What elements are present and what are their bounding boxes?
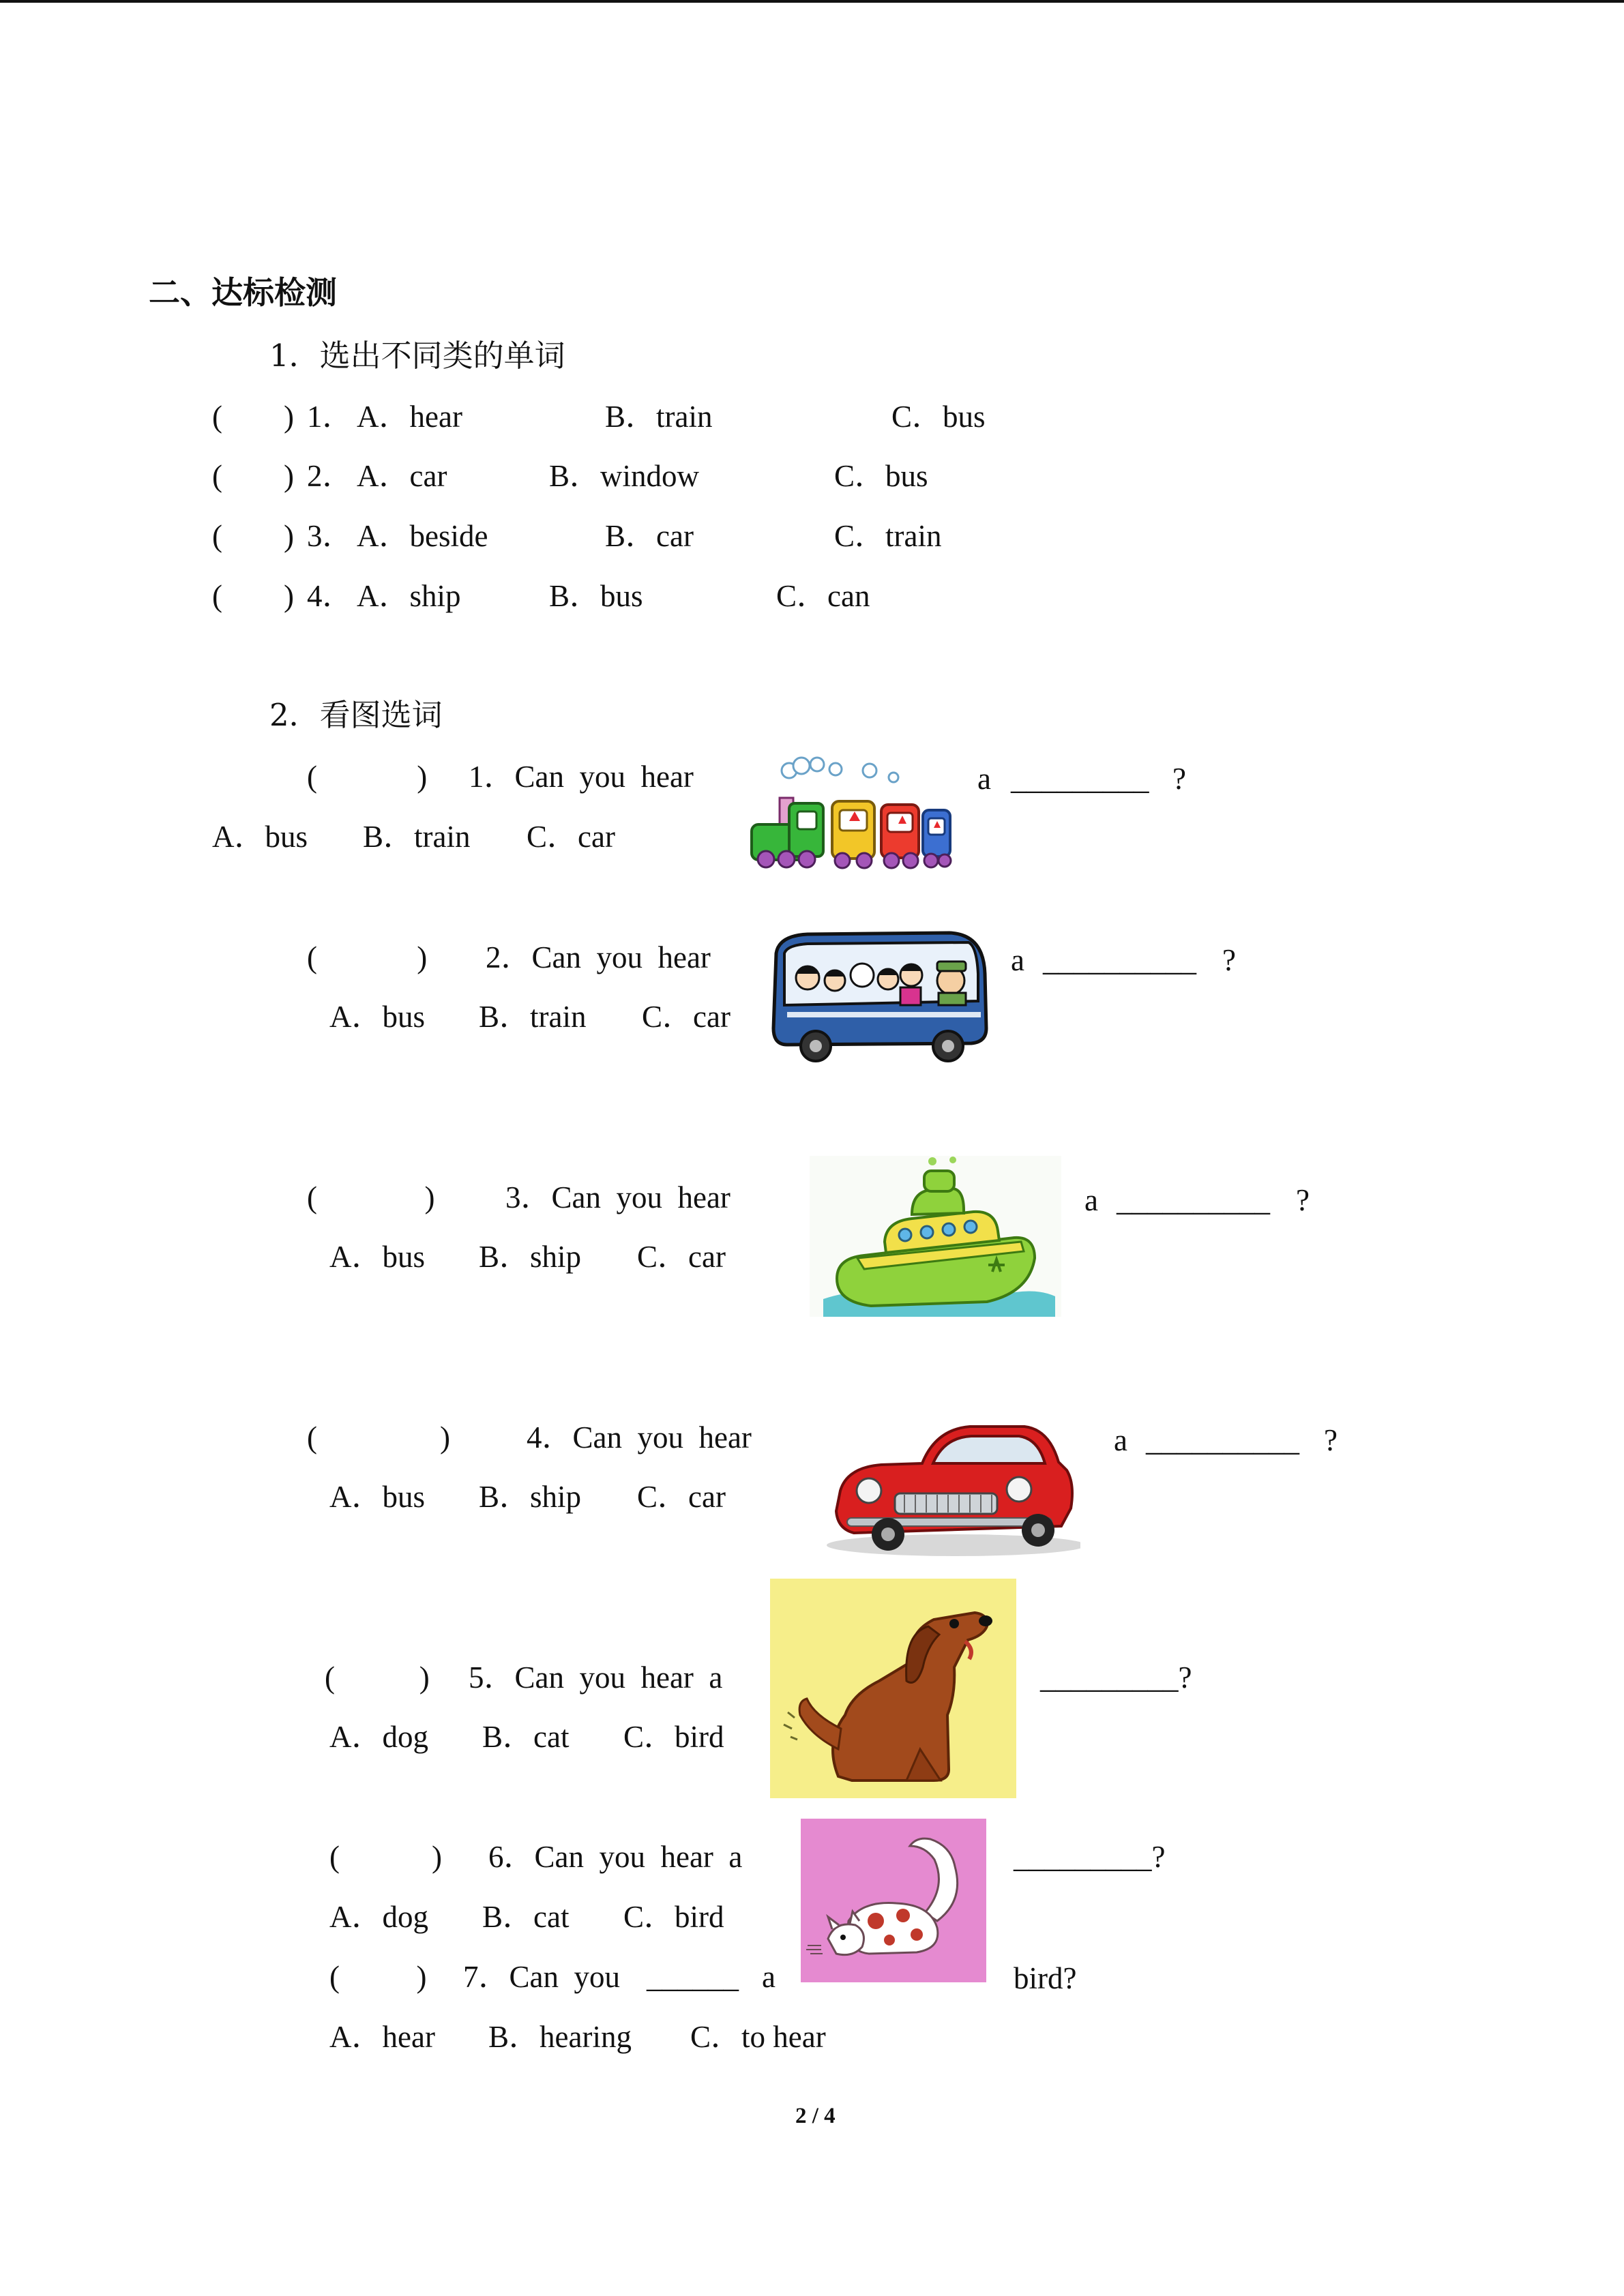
option-b: B．cat xyxy=(482,1900,570,1934)
section-title: 二、达标检测 xyxy=(149,274,337,311)
answer-blank[interactable]: __________ xyxy=(1043,943,1196,977)
option-b: B．train xyxy=(479,1000,587,1034)
option-c: C．to hear xyxy=(690,2020,826,2054)
option-c: C．bird xyxy=(623,1720,724,1754)
answer-paren[interactable]: ( ) xyxy=(329,1960,427,1994)
option-b: B．window xyxy=(549,459,700,493)
question-end: bird? xyxy=(1014,1961,1077,1995)
answer-paren[interactable]: ( ) xyxy=(307,760,428,794)
question-tail: a xyxy=(1114,1423,1127,1457)
train-picture xyxy=(740,756,955,875)
option-a: A．bus xyxy=(329,1480,426,1514)
cat-picture xyxy=(801,1819,986,1982)
option-a: A．bus xyxy=(212,820,308,854)
option-c: C．bus xyxy=(834,459,928,493)
answer-paren[interactable]: ( ) xyxy=(212,400,294,434)
question-tail: a xyxy=(762,1960,776,1994)
option-b: B．ship xyxy=(479,1240,582,1274)
question-number: 4． xyxy=(307,579,353,613)
option-a: A．bus xyxy=(329,1240,426,1274)
page-number: 2 / 4 xyxy=(795,2104,836,2128)
answer-paren[interactable]: ( ) xyxy=(307,1420,450,1455)
question-tail: a xyxy=(977,762,991,796)
car-picture xyxy=(820,1409,1080,1557)
answer-paren[interactable]: ( ) xyxy=(325,1660,430,1695)
answer-blank[interactable]: _________? xyxy=(1014,1840,1166,1874)
question-mark: ? xyxy=(1172,762,1186,796)
part2-title: 2．看图选词 xyxy=(269,697,443,733)
dog-picture xyxy=(770,1579,1016,1798)
question-tail: a xyxy=(1011,943,1024,977)
option-c: C．bus xyxy=(891,400,986,434)
option-c: C．can xyxy=(776,579,870,613)
answer-blank[interactable]: __________ xyxy=(1146,1423,1299,1457)
option-a: A．beside xyxy=(357,519,488,553)
option-b: B．train xyxy=(363,820,471,854)
question-stem: 7．Can you xyxy=(463,1960,620,1994)
option-a: A．car xyxy=(357,459,447,493)
question-stem: 6．Can you hear a xyxy=(488,1840,743,1874)
answer-blank[interactable]: ______ xyxy=(647,1960,739,1994)
question-number: 1． xyxy=(307,400,353,434)
answer-paren[interactable]: ( ) xyxy=(307,940,428,974)
question-stem: 1．Can you hear xyxy=(469,760,694,794)
question-stem: 3．Can you hear xyxy=(505,1180,730,1214)
answer-paren[interactable]: ( ) xyxy=(329,1840,442,1874)
answer-paren[interactable]: ( ) xyxy=(212,579,294,613)
question-stem: 2．Can you hear xyxy=(486,940,711,974)
option-b: B．cat xyxy=(482,1720,570,1754)
option-c: C．bird xyxy=(623,1900,724,1934)
question-mark: ? xyxy=(1222,943,1236,977)
option-c: C．car xyxy=(642,1000,730,1034)
option-c: C．car xyxy=(527,820,615,854)
option-a: A．hear xyxy=(329,2020,435,2054)
option-c: C．car xyxy=(637,1240,726,1274)
answer-blank[interactable]: __________ xyxy=(1117,1183,1270,1217)
option-b: B．train xyxy=(605,400,713,434)
question-mark: ? xyxy=(1296,1183,1310,1217)
option-b: B．hearing xyxy=(488,2020,632,2054)
option-a: A．dog xyxy=(329,1900,428,1934)
option-b: B．car xyxy=(605,519,694,553)
answer-blank[interactable]: _________? xyxy=(1040,1660,1192,1695)
option-c: C．train xyxy=(834,519,942,553)
question-number: 3． xyxy=(307,519,353,553)
question-tail: a xyxy=(1084,1183,1098,1217)
option-c: C．car xyxy=(637,1480,726,1514)
ship-picture xyxy=(810,1156,1061,1317)
question-number: 2． xyxy=(307,459,353,493)
bus-picture xyxy=(767,926,992,1064)
question-stem: 4．Can you hear xyxy=(527,1420,752,1455)
option-a: A．dog xyxy=(329,1720,428,1754)
answer-paren[interactable]: ( ) xyxy=(212,519,294,553)
option-a: A．bus xyxy=(329,1000,426,1034)
part1-title: 1．选出不同类的单词 xyxy=(269,338,565,374)
option-b: B．ship xyxy=(479,1480,582,1514)
option-a: A．hear xyxy=(357,400,462,434)
answer-blank[interactable]: _________ xyxy=(1011,762,1149,796)
answer-paren[interactable]: ( ) xyxy=(212,459,294,493)
option-a: A．ship xyxy=(357,579,461,613)
question-mark: ? xyxy=(1324,1423,1338,1457)
answer-paren[interactable]: ( ) xyxy=(307,1180,435,1214)
option-b: B．bus xyxy=(549,579,643,613)
question-stem: 5．Can you hear a xyxy=(469,1660,723,1695)
top-border-line xyxy=(0,0,1624,3)
